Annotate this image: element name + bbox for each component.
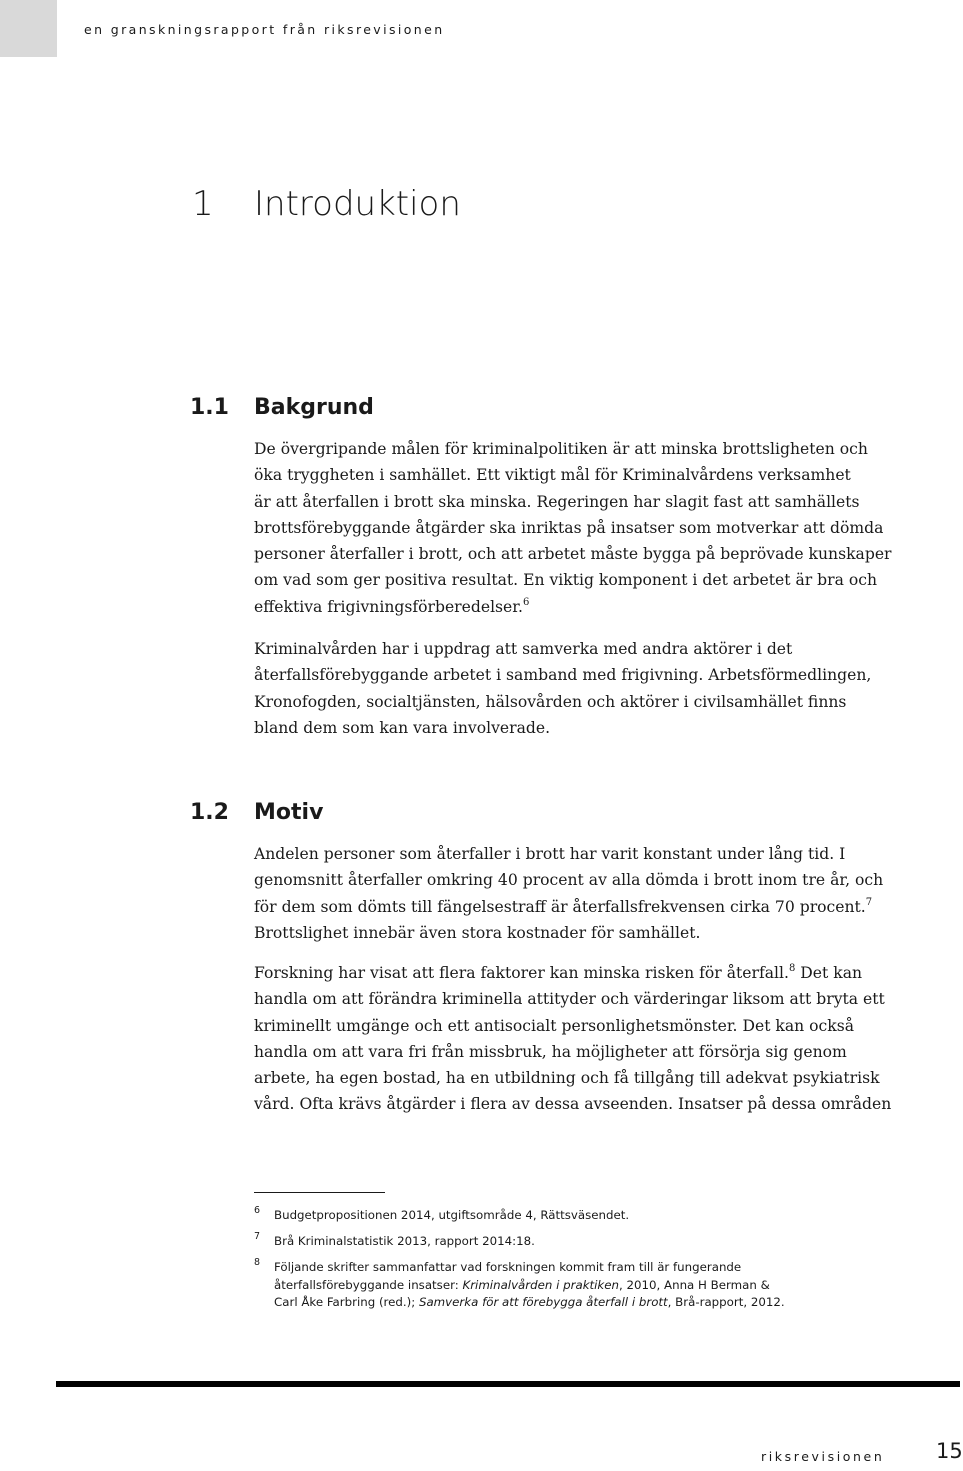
section-heading-motiv (190, 800, 323, 825)
section-heading-bakgrund (190, 395, 374, 420)
footnote-number: 6 (254, 1205, 261, 1216)
text-segment: återfallsförebyggande insatser: (274, 1277, 463, 1292)
text-line: vård. Ofta krävs åtgärder i flera av dessa avseenden. Insatser på dessa områden (254, 1095, 892, 1114)
chapter-number: 1 (192, 184, 214, 224)
text-line: om vad som ger positiva resultat. En viktig komponent i det arbetet är bra och (254, 571, 878, 590)
text-line: handla om att förändra kriminella attityder och värderingar liksom att bryta ett (254, 990, 885, 1009)
text-segment: Carl Åke Farbring (red.); (274, 1295, 419, 1309)
section-number: 1.2 (190, 800, 229, 825)
section-number: 1.1 (190, 395, 229, 420)
publication-title: Samverka för att förebygga återfall i brott (418, 1295, 668, 1309)
chapter-heading (192, 184, 461, 224)
text-line: De övergripande målen för kriminalpolitiken är att minska brottsligheten och (254, 440, 868, 458)
text-segment: effektiva frigivningsförberedelser. (254, 597, 523, 616)
text-segment: Forskning har visat att flera faktorer kan minska risken för återfall. (254, 964, 789, 982)
text-line: är att återfallen i brott ska minska. Regeringen har slagit fast att samhällets (254, 492, 860, 511)
text-line: Kriminalvården har i uppdrag att samverka med andra aktörer i det (254, 640, 793, 658)
footnote-text: Budgetpropositionen 2014, utgiftsområde 4, Rättsväsendet. (274, 1208, 630, 1222)
text-segment: , Brå-rapport, 2012. (667, 1295, 785, 1309)
footnote-6 (254, 1207, 854, 1225)
text-line (254, 594, 914, 620)
page-number: 15 (936, 1439, 963, 1463)
footnote-8 (254, 1259, 854, 1312)
footnote-7 (254, 1233, 854, 1251)
footnote-text: Brå Kriminalstatistik 2013, rapport 2014:18. (274, 1234, 535, 1248)
text-segment: Det kan (795, 964, 863, 982)
footer-rule (56, 1381, 960, 1387)
publication-title: Kriminalvården i praktiken (462, 1277, 619, 1292)
footnote-ref: 8 (788, 963, 796, 974)
text-line: bland dem som kan vara involverade. (254, 718, 551, 737)
text-line (254, 894, 914, 920)
footnote-number: 7 (254, 1231, 261, 1242)
footnote-line (274, 1277, 854, 1295)
paragraph-bakgrund-2 (254, 636, 914, 741)
text-line: återfallsförebyggande arbetet i samband med frigivning. Arbetsförmedlingen, (254, 666, 872, 685)
footer-label: riksrevisionen (761, 1449, 885, 1464)
paragraph-bakgrund-1 (254, 436, 914, 620)
section-title: Bakgrund (254, 395, 374, 420)
footnote-ref: 7 (865, 896, 873, 908)
text-segment: , 2010, Anna H Berman & (619, 1277, 770, 1292)
footnote-line (274, 1294, 854, 1312)
running-header: en granskningsrapport från riksrevisionen (84, 22, 445, 37)
text-line: Kronofogden, socialtjänsten, hälsovården och aktörer i civilsamhället finns (254, 692, 847, 711)
text-line: kriminellt umgänge och ett antisocialt personlighetsmönster. Det kan också (254, 1016, 855, 1035)
chapter-title: Introduktion (254, 184, 461, 224)
footnote-line: Följande skrifter sammanfattar vad forskningen kommit fram till är fungerande (274, 1260, 742, 1274)
paragraph-motiv-2 (254, 960, 914, 1118)
text-segment: för dem som dömts till fängelsestraff är återfallsfrekvensen cirka 70 procent. (254, 897, 866, 916)
text-line: brottsförebyggande åtgärder ska inriktas på insatser som motverkar att dömda (254, 518, 884, 537)
text-line: Andelen personer som återfaller i brott har varit konstant under lång tid. I (254, 845, 846, 863)
text-line: Brottslighet innebär även stora kostnader för samhället. (254, 923, 701, 942)
footnote-ref: 6 (522, 596, 530, 608)
footnote-number: 8 (254, 1257, 261, 1268)
corner-block (0, 0, 57, 57)
text-line (254, 960, 914, 986)
section-title: Motiv (254, 800, 324, 825)
footnote-divider (254, 1192, 385, 1193)
text-line: handla om att vara fri från missbruk, ha möjligheter att försörja sig genom (254, 1042, 847, 1061)
text-line: genomsnitt återfaller omkring 40 procent av alla dömda i brott inom tre år, och (254, 871, 884, 890)
text-line: personer återfaller i brott, och att arbetet måste bygga på beprövade kunskaper (254, 545, 892, 564)
paragraph-motiv-1 (254, 841, 914, 946)
text-line: öka tryggheten i samhället. Ett viktigt mål för Kriminalvårdens verksamhet (254, 466, 851, 485)
footnote-text (274, 1259, 854, 1312)
text-line: arbete, ha egen bostad, ha en utbildning och få tillgång till adekvat psykiatrisk (254, 1069, 880, 1088)
